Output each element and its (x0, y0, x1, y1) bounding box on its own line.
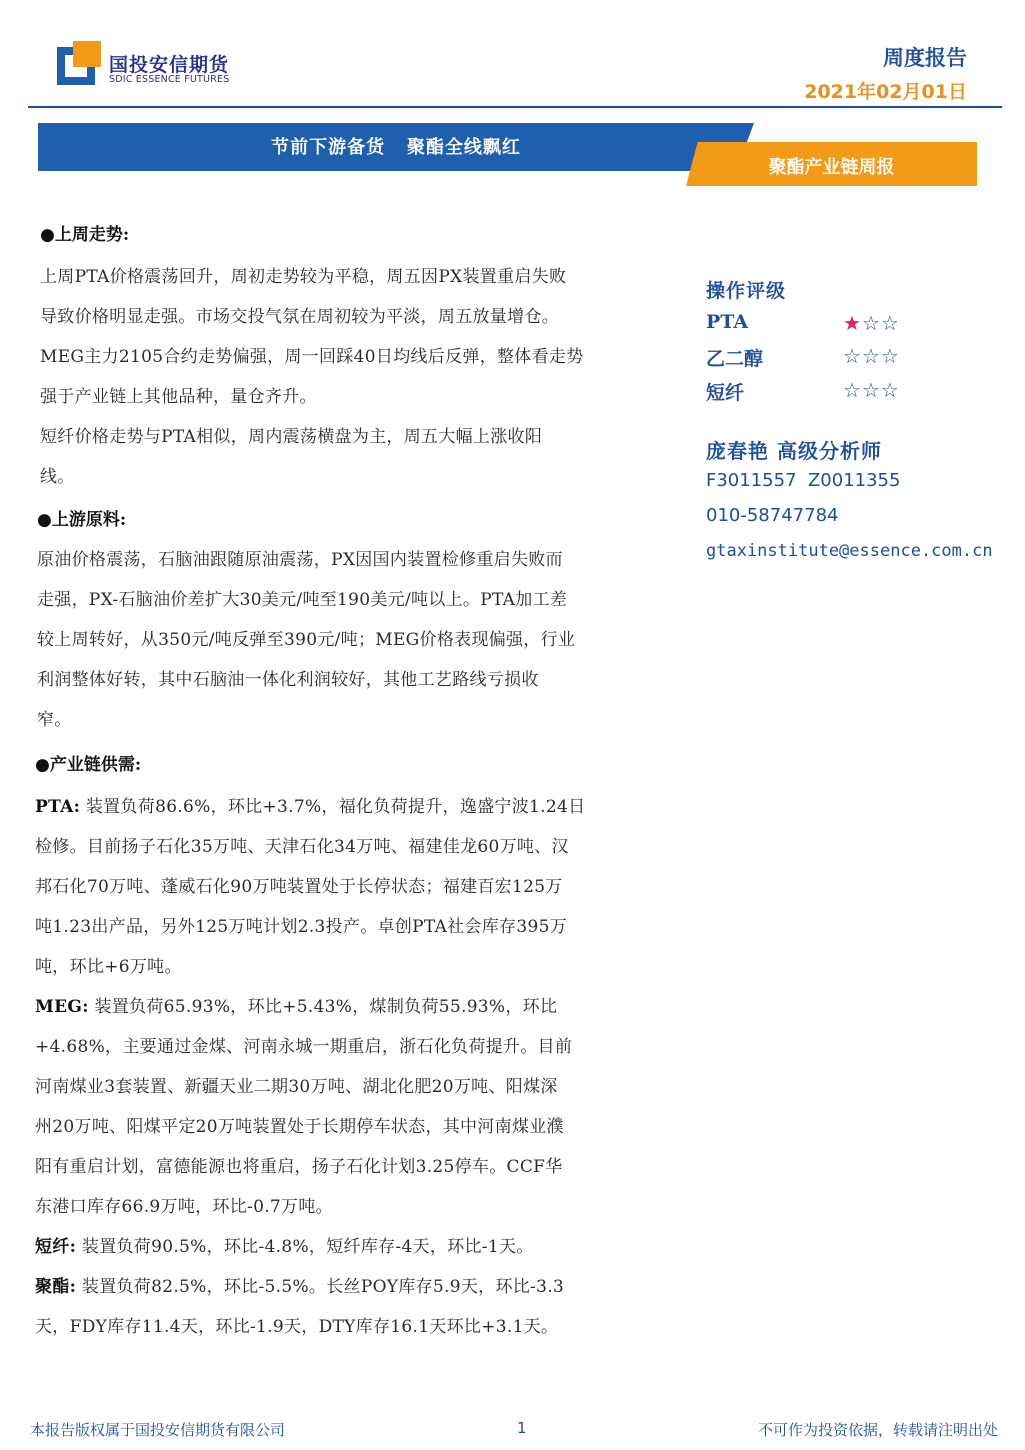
analyst-licenses: F3011557 Z0011355 (706, 470, 901, 491)
star-empty-icon: ☆ (843, 344, 862, 368)
paragraph-line: 上周PTA价格震荡回升，周初走势较为平稳，周五因PX装置重启失败 (40, 267, 567, 287)
rating-name-pta: PTA (706, 311, 749, 333)
star-empty-icon: ☆ (861, 311, 881, 335)
header-divider (28, 106, 1002, 108)
star-empty-icon: ☆ (843, 378, 862, 402)
rating-name-psf: 短纤 (706, 382, 745, 404)
star-empty-icon: ☆ (861, 378, 881, 402)
section-heading-supply-demand: ●产业链供需: (35, 755, 142, 775)
report-title: 节前下游备货 聚酯全线飘红 (271, 137, 521, 158)
paragraph-line: +4.68%，主要通过金煤、河南永城一期重启，浙石化负荷提升。目前 (35, 1037, 573, 1057)
paragraph-line: 强于产业链上其他品种，量仓齐升。 (40, 387, 317, 407)
label-psf: 短纤: (35, 1237, 77, 1257)
footer-disclaimer: 不可作为投资依据，转载请注明出处 (757, 1421, 998, 1439)
paragraph-line-meg (35, 992, 557, 1017)
analyst-phone: 010-58747784 (706, 505, 839, 526)
label-pta: PTA: (35, 797, 81, 817)
analyst-name: 庞春艳 高级分析师 (706, 439, 882, 463)
paragraph-line: 东港口库存66.9万吨，环比-0.7万吨。 (35, 1197, 333, 1217)
paragraph-line-pta (35, 792, 585, 817)
footer-copyright: 本报告版权属于国投安信期货有限公司 (30, 1421, 286, 1439)
company-name-cn: 国投安信期货 (109, 54, 230, 76)
rating-stars-psf (843, 378, 900, 402)
star-empty-icon: ☆ (861, 344, 881, 368)
star-filled-icon: ★ (843, 311, 862, 335)
company-name-en: SDIC ESSENCE FUTURES (109, 74, 230, 85)
report-subtitle: 聚酯产业链周报 (768, 157, 895, 178)
star-empty-icon: ☆ (880, 311, 900, 335)
document-date: 2021年02月01日 (804, 81, 967, 103)
paragraph-line: 线。 (40, 467, 75, 487)
paragraph-line: 天，FDY库存11.4天，环比-1.9天，DTY库存16.1天环比+3.1天。 (35, 1317, 559, 1337)
paragraph-text: 装置负荷86.6%，环比+3.7%，福化负荷提升，逸盛宁波1.24日 (80, 797, 586, 817)
label-meg: MEG: (35, 997, 89, 1017)
paragraph-line: 邦石化70万吨、蓬威石化90万吨装置处于长停状态；福建百宏125万 (35, 877, 563, 897)
paragraph-line: 窄。 (37, 710, 72, 730)
paragraph-line: 吨，环比+6万吨。 (35, 957, 182, 977)
paragraph-line: 阳有重启计划，富德能源也将重启，扬子石化计划3.25停车。CCF华 (35, 1157, 563, 1177)
paragraph-text: 装置负荷82.5%，环比-5.5%。长丝POY库存5.9天，环比-3.3 (76, 1277, 565, 1297)
company-logo-icon (57, 41, 101, 85)
paragraph-line: 导致价格明显走强。市场交投气氛在周初较为平淡，周五放量增仓。 (40, 307, 559, 327)
paragraph-line: 较上周转好，从350元/吨反弹至390元/吨；MEG价格表现偏强，行业 (37, 630, 576, 650)
paragraph-text: 装置负荷90.5%，环比-4.8%，短纤库存-4天，环比-1天。 (76, 1237, 534, 1257)
rating-name-meg: 乙二醇 (706, 348, 764, 370)
paragraph-line: 原油价格震荡，石脑油跟随原油震荡，PX因国内装置检修重启失败而 (37, 550, 563, 570)
page-number: 1 (517, 1419, 527, 1437)
section-heading-last-week: ●上周走势: (40, 225, 130, 245)
paragraph-line: MEG主力2105合约走势偏强，周一回踩40日均线后反弹，整体看走势 (40, 347, 584, 367)
analyst-email[interactable]: gtaxinstitute@essence.com.cn (706, 541, 993, 561)
section-heading-upstream: ●上游原料: (37, 510, 127, 530)
star-empty-icon: ☆ (880, 344, 900, 368)
rating-stars-meg (843, 344, 900, 368)
paragraph-line: 州20万吨、阳煤平定20万吨装置处于长期停车状态，其中河南煤业濮 (35, 1117, 564, 1137)
label-polyester: 聚酯: (35, 1277, 77, 1297)
paragraph-line: 走强，PX-石脑油价差扩大30美元/吨至190美元/吨以上。PTA加工差 (37, 590, 568, 610)
paragraph-line: 短纤价格走势与PTA相似，周内震荡横盘为主，周五大幅上涨收阳 (40, 427, 543, 447)
star-empty-icon: ☆ (880, 378, 900, 402)
paragraph-line: 河南煤业3套装置、新疆天业二期30万吨、湖北化肥20万吨、阳煤深 (35, 1077, 558, 1097)
paragraph-line: 利润整体好转，其中石脑油一体化利润较好，其他工艺路线亏损收 (37, 670, 539, 690)
rating-title: 操作评级 (706, 280, 787, 302)
document-type: 周度报告 (883, 46, 967, 70)
paragraph-line: 检修。目前扬子石化35万吨、天津石化34万吨、福建佳龙60万吨、汉 (35, 837, 569, 857)
paragraph-line: 吨1.23出产品，另外125万吨计划2.3投产。卓创PTA社会库存395万 (35, 917, 568, 937)
paragraph-text: 装置负荷65.93%，环比+5.43%，煤制负荷55.93%，环比 (88, 997, 558, 1017)
rating-stars-pta (843, 311, 900, 335)
paragraph-line-polyester (35, 1272, 564, 1297)
paragraph-line-psf (35, 1232, 534, 1257)
